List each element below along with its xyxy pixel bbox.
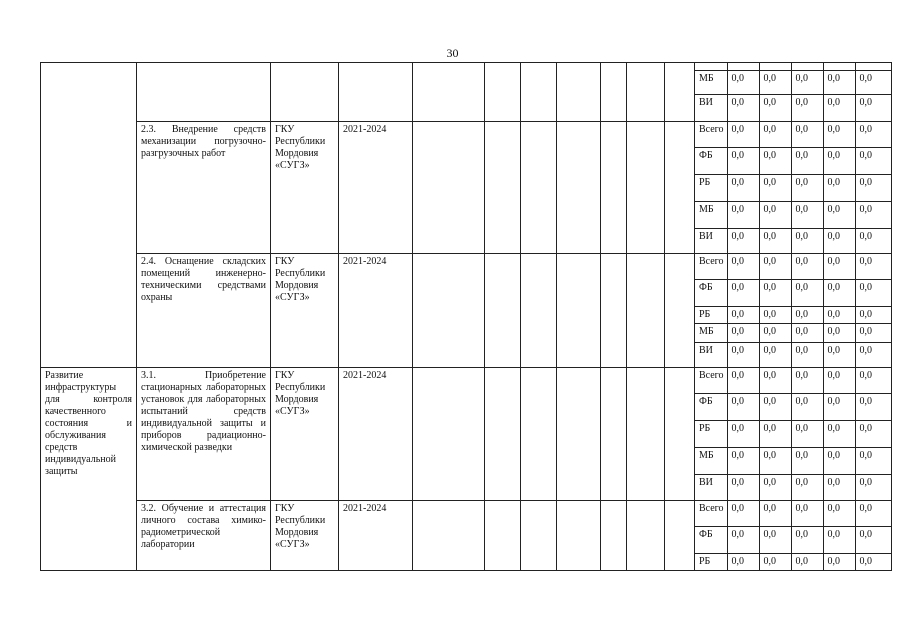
funding-source-label: ВИ: [695, 343, 728, 368]
funding-value: 0,0: [759, 202, 791, 229]
empty-cell: [485, 368, 521, 501]
empty-cell: [557, 368, 601, 501]
funding-value: 0,0: [727, 368, 759, 394]
funding-source-label: ФБ: [695, 527, 728, 554]
funding-value: 0,0: [727, 343, 759, 368]
funding-value: 0,0: [759, 501, 791, 527]
funding-source-label: Всего: [695, 501, 728, 527]
funding-source-label: РБ: [695, 554, 728, 571]
funding-value: 0,0: [823, 421, 855, 448]
funding-value: 0,0: [855, 448, 891, 475]
funding-value: 0,0: [823, 307, 855, 324]
empty-cell: [521, 63, 557, 122]
empty-cell: [627, 63, 665, 122]
program-table: [40, 62, 892, 571]
funding-value: 0,0: [855, 368, 891, 394]
table-row: [41, 122, 892, 148]
funding-value: 0,0: [727, 394, 759, 421]
empty-cell: [601, 368, 627, 501]
measure-name: 3.1. Приобретение стационарных лабораторных установок для лабораторных испытаний средств индивидуальной защиты и приборов радиационно-химической разведки: [137, 368, 271, 501]
funding-value: 0,0: [759, 448, 791, 475]
funding-value: 0,0: [855, 527, 891, 554]
empty-cell: [413, 254, 485, 368]
funding-source-label: Всего: [695, 122, 728, 148]
table-row: [41, 368, 892, 394]
table-row: [41, 254, 892, 280]
empty-cell: [485, 254, 521, 368]
funding-value: 0,0: [823, 202, 855, 229]
funding-value: 0,0: [855, 307, 891, 324]
funding-value: 0,0: [791, 202, 823, 229]
funding-value: 0,0: [759, 307, 791, 324]
empty-cell: [665, 122, 695, 254]
empty-cell: [485, 122, 521, 254]
funding-source-label: РБ: [695, 421, 728, 448]
funding-value: 0,0: [791, 554, 823, 571]
empty-cell: [485, 63, 521, 122]
funding-value: 0,0: [727, 421, 759, 448]
funding-value: 0,0: [791, 71, 823, 95]
funding-value: 0,0: [823, 71, 855, 95]
funding-value: 0,0: [759, 229, 791, 254]
funding-value: 0,0: [855, 324, 891, 343]
funding-value: 0,0: [759, 71, 791, 95]
executor: ГКУ Республики Мордовия «СУГЗ»: [271, 122, 339, 254]
page-number: 30: [446, 46, 459, 60]
funding-value: 0,0: [727, 254, 759, 280]
funding-value: 0,0: [823, 501, 855, 527]
empty-cell: [823, 63, 855, 71]
funding-value: 0,0: [759, 122, 791, 148]
funding-value: 0,0: [855, 229, 891, 254]
funding-value: 0,0: [791, 527, 823, 554]
table-row: [41, 63, 892, 71]
measure-name: 2.3. Внедрение средств механизации погрузочно-разгрузочных работ: [137, 122, 271, 254]
empty-cell: [413, 63, 485, 122]
empty-cell: [665, 254, 695, 368]
funding-value: 0,0: [823, 527, 855, 554]
funding-value: 0,0: [855, 501, 891, 527]
funding-value: 0,0: [759, 475, 791, 501]
funding-source-label: МБ: [695, 71, 728, 95]
measure-name: 2.4. Оснащение складских помещений инженерно-техническими средствами охраны: [137, 254, 271, 368]
funding-value: 0,0: [727, 324, 759, 343]
section-title: Развитие инфраструктуры для контроля качественного состояния и обслуживания средств индивидуальной защиты: [41, 368, 137, 571]
executor: ГКУ Республики Мордовия «СУГЗ»: [271, 254, 339, 368]
period: 2021-2024: [339, 122, 413, 254]
empty-cell: [665, 368, 695, 501]
funding-value: 0,0: [855, 343, 891, 368]
funding-value: 0,0: [791, 95, 823, 122]
funding-value: 0,0: [791, 448, 823, 475]
empty-cell: [601, 254, 627, 368]
funding-value: 0,0: [791, 175, 823, 202]
empty-cell: [627, 501, 665, 571]
funding-value: 0,0: [791, 421, 823, 448]
funding-value: 0,0: [791, 324, 823, 343]
funding-value: 0,0: [823, 254, 855, 280]
funding-value: 0,0: [855, 475, 891, 501]
funding-value: 0,0: [855, 394, 891, 421]
funding-source-label: ФБ: [695, 394, 728, 421]
empty-cell: [485, 501, 521, 571]
funding-source-label: МБ: [695, 448, 728, 475]
funding-value: 0,0: [727, 527, 759, 554]
funding-value: 0,0: [759, 527, 791, 554]
empty-cell: [855, 63, 891, 71]
period: 2021-2024: [339, 254, 413, 368]
funding-source-label: ВИ: [695, 95, 728, 122]
funding-value: 0,0: [855, 122, 891, 148]
empty-cell: [41, 63, 137, 368]
funding-source-label: Всего: [695, 254, 728, 280]
period: 2021-2024: [339, 368, 413, 501]
funding-value: 0,0: [855, 148, 891, 175]
funding-value: 0,0: [823, 448, 855, 475]
funding-source-label: МБ: [695, 202, 728, 229]
measure-name: 3.2. Обучение и аттестация личного состава химико-радиометрической лаборатории: [137, 501, 271, 571]
funding-value: 0,0: [791, 475, 823, 501]
funding-value: 0,0: [727, 280, 759, 307]
funding-source-label: РБ: [695, 175, 728, 202]
funding-value: 0,0: [823, 394, 855, 421]
period: 2021-2024: [339, 501, 413, 571]
funding-value: 0,0: [727, 175, 759, 202]
empty-cell: [627, 122, 665, 254]
funding-value: 0,0: [855, 280, 891, 307]
empty-cell: [521, 501, 557, 571]
funding-value: 0,0: [855, 175, 891, 202]
funding-value: 0,0: [791, 122, 823, 148]
funding-value: 0,0: [791, 148, 823, 175]
funding-value: 0,0: [791, 280, 823, 307]
funding-value: 0,0: [759, 368, 791, 394]
funding-value: 0,0: [727, 148, 759, 175]
funding-source-label: РБ: [695, 307, 728, 324]
funding-value: 0,0: [791, 394, 823, 421]
empty-cell: [557, 63, 601, 122]
executor: ГКУ Республики Мордовия «СУГЗ»: [271, 368, 339, 501]
funding-source-label: ВИ: [695, 229, 728, 254]
funding-value: 0,0: [727, 71, 759, 95]
empty-cell: [665, 501, 695, 571]
empty-cell: [665, 63, 695, 122]
empty-cell: [521, 254, 557, 368]
funding-value: 0,0: [823, 324, 855, 343]
funding-source-label: ВИ: [695, 475, 728, 501]
funding-value: 0,0: [823, 280, 855, 307]
funding-value: 0,0: [823, 343, 855, 368]
funding-value: 0,0: [855, 421, 891, 448]
empty-cell: [271, 63, 339, 122]
funding-value: 0,0: [759, 421, 791, 448]
table-row: [41, 501, 892, 527]
funding-value: 0,0: [727, 554, 759, 571]
funding-source-label: ФБ: [695, 148, 728, 175]
empty-cell: [627, 254, 665, 368]
funding-value: 0,0: [855, 554, 891, 571]
funding-source-label: Всего: [695, 368, 728, 394]
executor: ГКУ Республики Мордовия «СУГЗ»: [271, 501, 339, 571]
empty-cell: [695, 63, 728, 71]
funding-value: 0,0: [727, 448, 759, 475]
funding-value: 0,0: [855, 71, 891, 95]
funding-value: 0,0: [759, 254, 791, 280]
funding-value: 0,0: [823, 95, 855, 122]
funding-value: 0,0: [759, 343, 791, 368]
funding-value: 0,0: [727, 202, 759, 229]
funding-value: 0,0: [727, 95, 759, 122]
funding-value: 0,0: [823, 554, 855, 571]
funding-value: 0,0: [823, 368, 855, 394]
empty-cell: [137, 63, 271, 122]
funding-value: 0,0: [727, 229, 759, 254]
empty-cell: [601, 122, 627, 254]
empty-cell: [413, 368, 485, 501]
funding-value: 0,0: [759, 175, 791, 202]
funding-source-label: МБ: [695, 324, 728, 343]
empty-cell: [339, 63, 413, 122]
funding-value: 0,0: [727, 122, 759, 148]
funding-value: 0,0: [759, 280, 791, 307]
empty-cell: [791, 63, 823, 71]
empty-cell: [521, 368, 557, 501]
empty-cell: [601, 63, 627, 122]
funding-value: 0,0: [823, 175, 855, 202]
funding-value: 0,0: [791, 501, 823, 527]
empty-cell: [601, 501, 627, 571]
empty-cell: [557, 122, 601, 254]
funding-value: 0,0: [791, 307, 823, 324]
funding-value: 0,0: [823, 229, 855, 254]
funding-source-label: ФБ: [695, 280, 728, 307]
funding-value: 0,0: [759, 95, 791, 122]
empty-cell: [557, 254, 601, 368]
empty-cell: [759, 63, 791, 71]
funding-value: 0,0: [727, 501, 759, 527]
funding-value: 0,0: [791, 343, 823, 368]
funding-value: 0,0: [823, 475, 855, 501]
funding-value: 0,0: [791, 254, 823, 280]
funding-value: 0,0: [727, 475, 759, 501]
empty-cell: [557, 501, 601, 571]
funding-value: 0,0: [791, 368, 823, 394]
funding-value: 0,0: [855, 95, 891, 122]
funding-value: 0,0: [823, 148, 855, 175]
empty-cell: [627, 368, 665, 501]
funding-value: 0,0: [727, 307, 759, 324]
funding-value: 0,0: [823, 122, 855, 148]
empty-cell: [521, 122, 557, 254]
funding-value: 0,0: [759, 148, 791, 175]
funding-value: 0,0: [791, 229, 823, 254]
empty-cell: [413, 122, 485, 254]
funding-value: 0,0: [759, 554, 791, 571]
funding-value: 0,0: [855, 202, 891, 229]
funding-value: 0,0: [759, 324, 791, 343]
empty-cell: [727, 63, 759, 71]
funding-value: 0,0: [855, 254, 891, 280]
funding-value: 0,0: [759, 394, 791, 421]
empty-cell: [413, 501, 485, 571]
